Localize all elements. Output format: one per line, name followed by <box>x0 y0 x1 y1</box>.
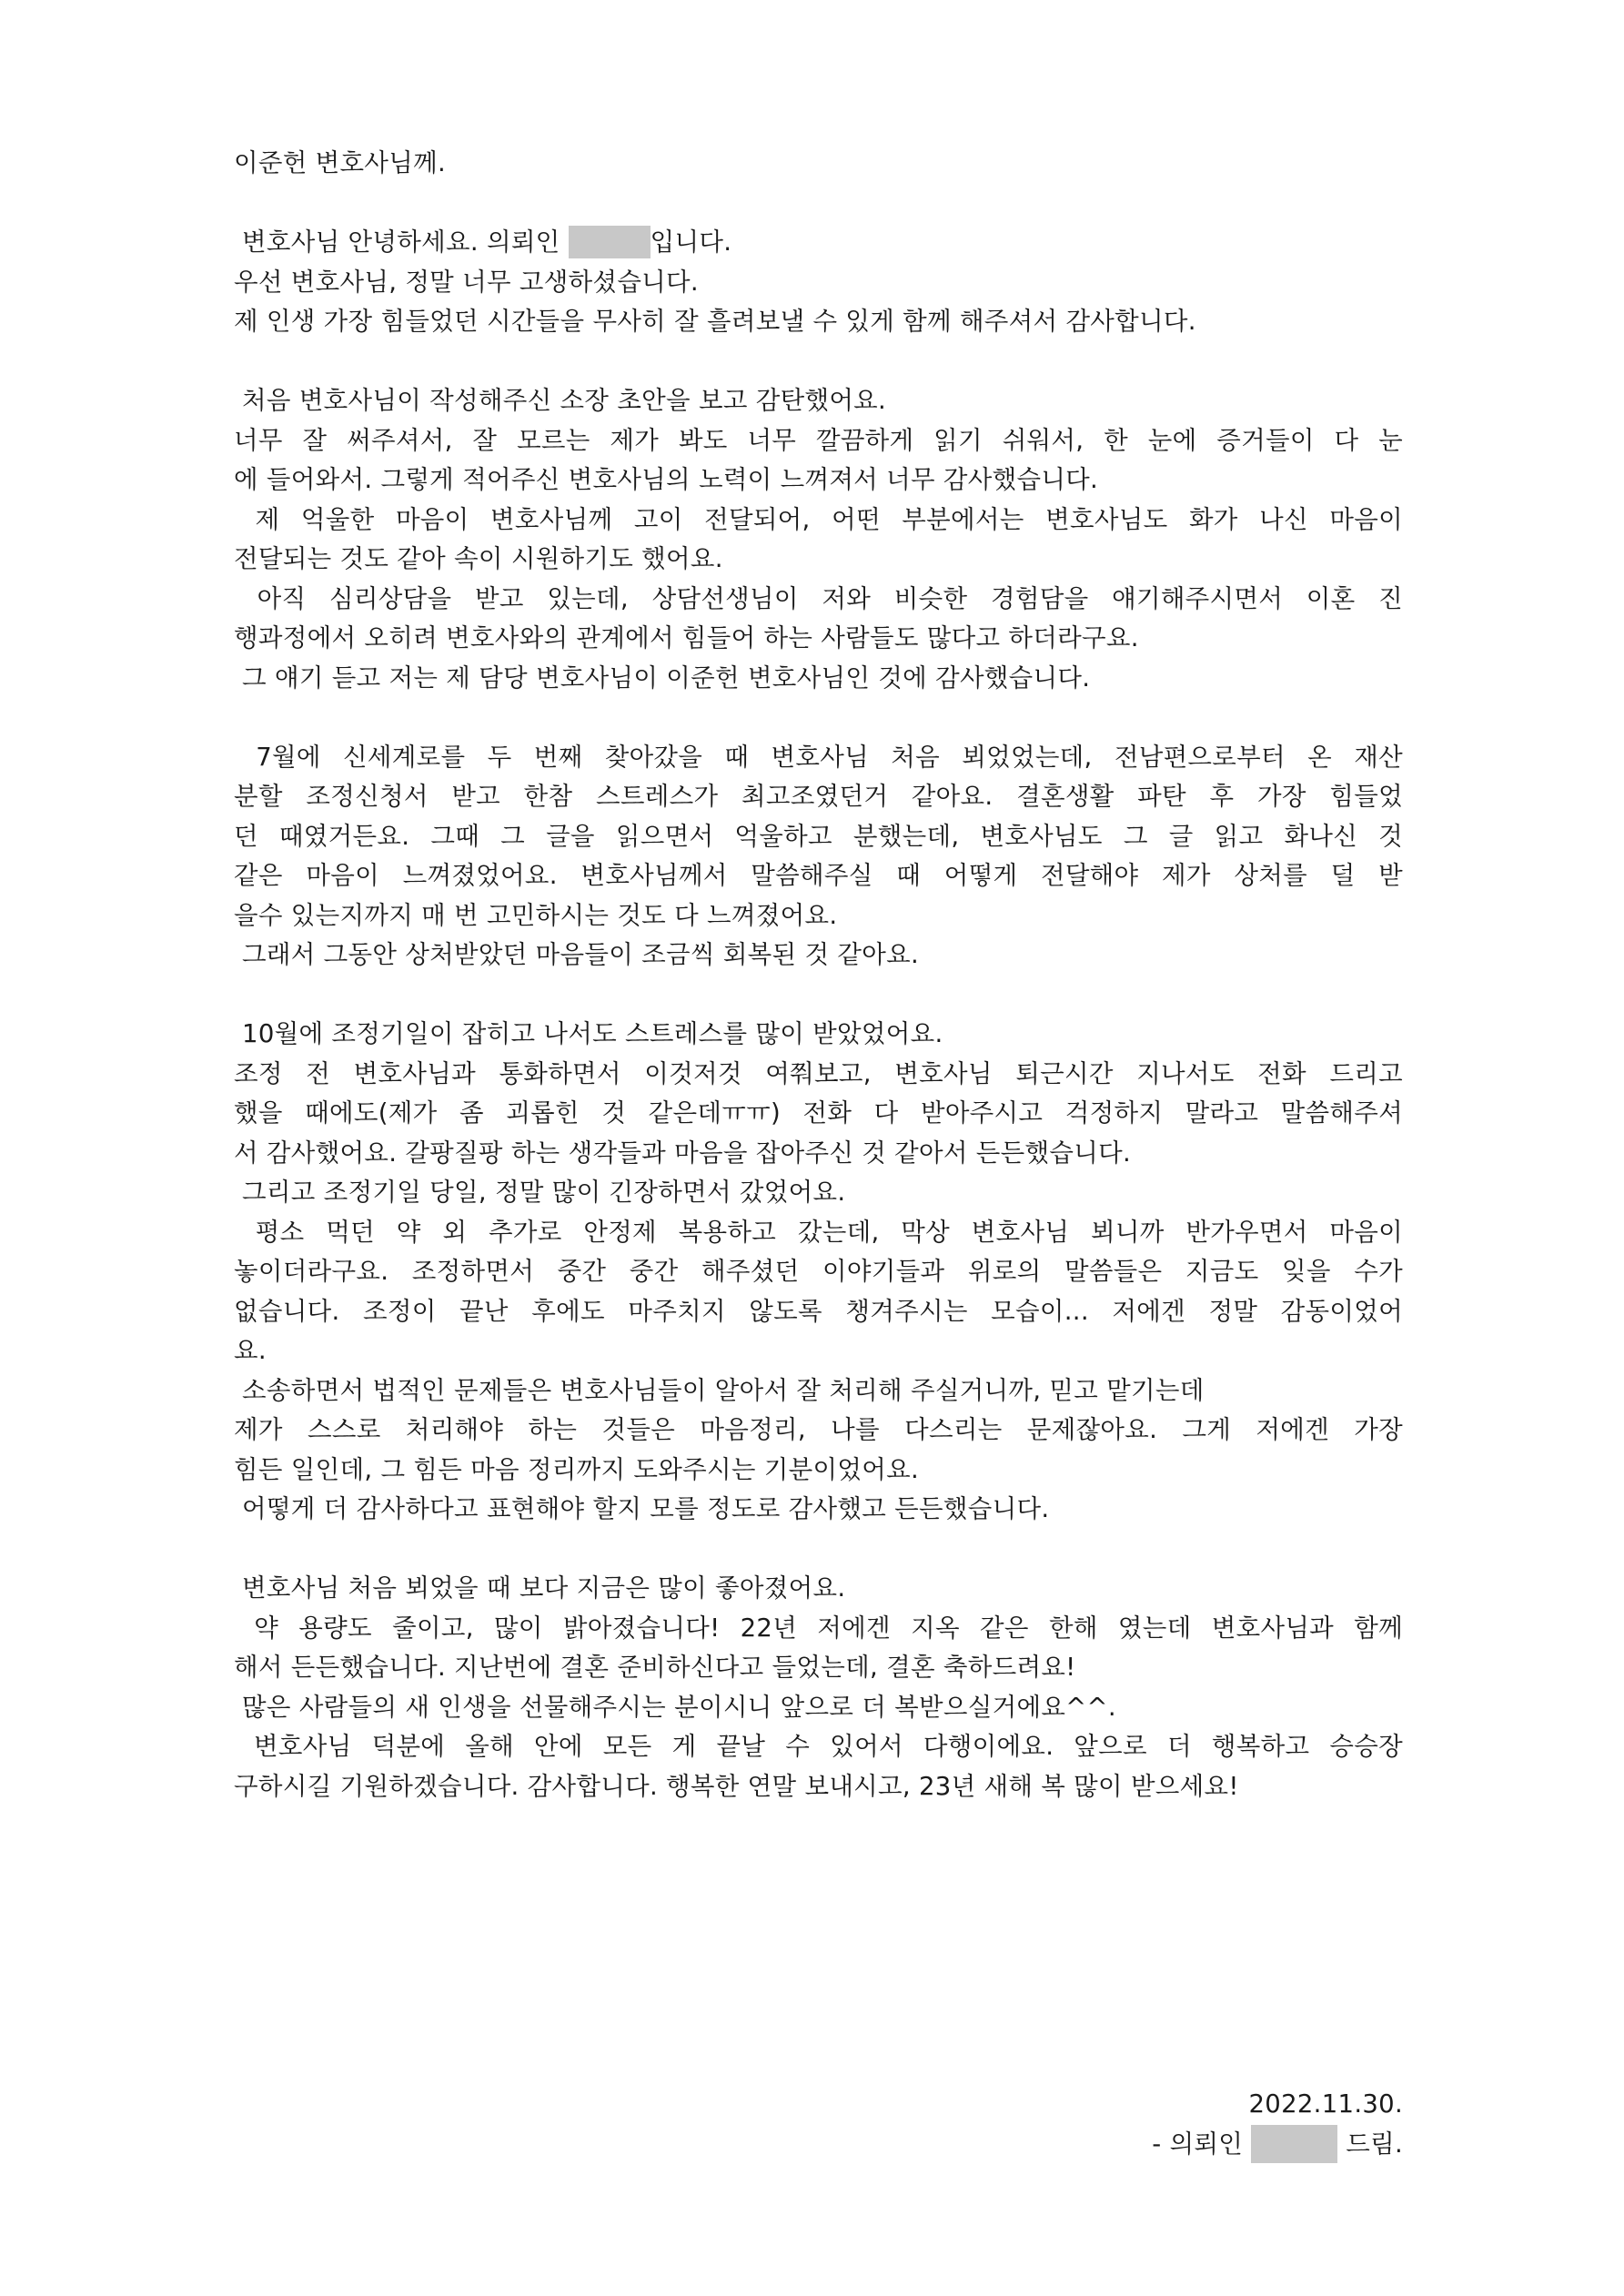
signature-suffix: 드림. <box>1337 2129 1403 2159</box>
letter-line: 던 때였거든요. 그때 그 글을 읽으면서 억울하고 분했는데, 변호사님도 그 글 읽고 화나신 것 <box>234 821 1403 851</box>
paragraph-gap <box>234 342 1403 382</box>
letter-date: 2022.11.30. <box>1248 2089 1403 2119</box>
letter-line: 놓이더라구요. 조정하면서 중간 중간 해주셨던 이야기들과 위로의 말씀들은 지금도 잊을 수가 <box>234 1257 1403 1286</box>
letter-line: 구하시길 기원하겠습니다. 감사합니다. 행복한 연말 보내시고, 23년 새해 복 많이 받으세요! <box>234 1771 1239 1801</box>
letter-line: 같은 마음이 느껴졌었어요. 변호사님께서 말씀해주실 때 어떻게 전달해야 제가 상처를 덜 받 <box>234 861 1403 890</box>
signature-prefix: - 의뢰인 <box>1152 2129 1252 2159</box>
intro-text-before: 변호사님 안녕하세요. 의뢰인 <box>234 228 569 257</box>
letter-line: 변호사님 덕분에 올해 안에 모든 게 끝날 수 있어서 다행이에요. 앞으로 더 행복하고 승승장 <box>234 1732 1403 1761</box>
letter-line: 그리고 조정기일 당일, 정말 많이 긴장하면서 갔었어요. <box>234 1178 846 1207</box>
letter-line: 서 감사했어요. 갈팡질팡 하는 생각들과 마음을 잡아주신 것 같아서 든든했습니다. <box>234 1138 1131 1168</box>
letter-line: 10월에 조정기일이 잡히고 나서도 스트레스를 많이 받았었어요. <box>234 1019 943 1048</box>
intro-line <box>234 223 1403 263</box>
letter-line: 아직 심리상담을 받고 있는데, 상담선생님이 저와 비슷한 경험담을 얘기해주시면서 이혼 진 <box>234 583 1403 613</box>
paragraph-gap <box>234 698 1403 738</box>
letter-line: 제 인생 가장 힘들었던 시간들을 무사히 잘 흘려보낼 수 있게 함께 해주셔서 감사합니다. <box>234 307 1196 336</box>
letter-line: 너무 잘 써주셔서, 잘 모르는 제가 봐도 너무 깔끔하게 읽기 쉬워서, 한 눈에 증거들이 다 눈 <box>234 425 1403 455</box>
letter-line: 약 용량도 줄이고, 많이 밝아졌습니다! 22년 저에겐 지옥 같은 한해 였는데 변호사님과 함께 <box>234 1613 1403 1643</box>
letter-line: 요. <box>234 1336 267 1365</box>
letter-line: 그 얘기 듣고 저는 제 담당 변호사님이 이준헌 변호사님인 것에 감사했습니다. <box>234 663 1091 693</box>
letter-line: 제가 스스로 처리해야 하는 것들은 마음정리, 나를 다스리는 문제잖아요. 그게 저에겐 가장 <box>234 1415 1403 1444</box>
letter-line: 해서 든든했습니다. 지난번에 결혼 준비하신다고 들었는데, 결혼 축하드려요! <box>234 1653 1076 1682</box>
letter-line: 평소 먹던 약 외 추가로 안정제 복용하고 갔는데, 막상 변호사님 뵈니까 반가우면서 마음이 <box>234 1217 1403 1247</box>
paragraph-gap <box>234 184 1403 224</box>
letter-line: 행과정에서 오히려 변호사와의 관계에서 힘들어 하는 사람들도 많다고 하더라구요. <box>234 623 1139 652</box>
letter-line: 많은 사람들의 새 인생을 선물해주시는 분이시니 앞으로 더 복받으실거에요^^. <box>234 1692 1116 1722</box>
redacted-signature-name <box>1251 2125 1337 2163</box>
letter-line: 제 억울한 마음이 변호사님께 고이 전달되어, 어떤 부분에서는 변호사님도 화가 나신 마음이 <box>234 504 1403 534</box>
letter-line: 힘든 일인데, 그 힘든 마음 정리까지 도와주시는 기분이었어요. <box>234 1454 919 1484</box>
intro-text-after: 입니다. <box>650 228 732 257</box>
paragraph-gap <box>234 1530 1403 1570</box>
letter-line: 에 들어와서. 그렇게 적어주신 변호사님의 노력이 느껴져서 너무 감사했습니다. <box>234 465 1099 494</box>
redacted-name <box>569 226 651 258</box>
letter-line: 어떻게 더 감사하다고 표현해야 할지 모를 정도로 감사했고 든든했습니다. <box>234 1494 1050 1523</box>
letter-line: 7월에 신세계로를 두 번째 찾아갔을 때 변호사님 처음 뵈었었는데, 전남편으로부터 온 재산 <box>234 742 1403 772</box>
letter-line: 전달되는 것도 같아 속이 시원하기도 했어요. <box>234 544 723 573</box>
letter-line: 우선 변호사님, 정말 너무 고생하셨습니다. <box>234 267 699 297</box>
letter-line: 했을 때에도(제가 좀 괴롭힌 것 같은데ㅠㅠ) 전화 다 받아주시고 걱정하지 말라고 말씀해주셔 <box>234 1098 1403 1128</box>
letter-line: 을수 있는지까지 매 번 고민하시는 것도 다 느껴졌어요. <box>234 900 838 930</box>
letter-greeting: 이준헌 변호사님께. <box>234 148 447 177</box>
letter-line: 변호사님 처음 뵈었을 때 보다 지금은 많이 좋아졌어요. <box>234 1573 846 1603</box>
signature-line <box>1152 2124 1403 2164</box>
letter-line: 없습니다. 조정이 끝난 후에도 마주치지 않도록 챙겨주시는 모습이... 저에겐 정말 감동이었어 <box>234 1296 1403 1326</box>
letter-body <box>234 144 1403 1806</box>
letter-line: 처음 변호사님이 작성해주신 소장 초안을 보고 감탄했어요. <box>234 386 887 415</box>
letter-line: 분할 조정신청서 받고 한참 스트레스가 최고조였던거 같아요. 결혼생활 파탄 후 가장 힘들었 <box>234 782 1403 811</box>
letter-line: 소송하면서 법적인 문제들은 변호사님들이 알아서 잘 처리해 주실거니까, 믿고 맡기는데 <box>234 1375 1205 1405</box>
paragraph-gap <box>234 976 1403 1016</box>
letter-closing <box>1152 2084 1403 2164</box>
letter-line: 그래서 그동안 상처받았던 마음들이 조금씩 회복된 것 같아요. <box>234 940 919 969</box>
letter-line: 조정 전 변호사님과 통화하면서 이것저것 여쭤보고, 변호사님 퇴근시간 지나서도 전화 드리고 <box>234 1058 1403 1088</box>
